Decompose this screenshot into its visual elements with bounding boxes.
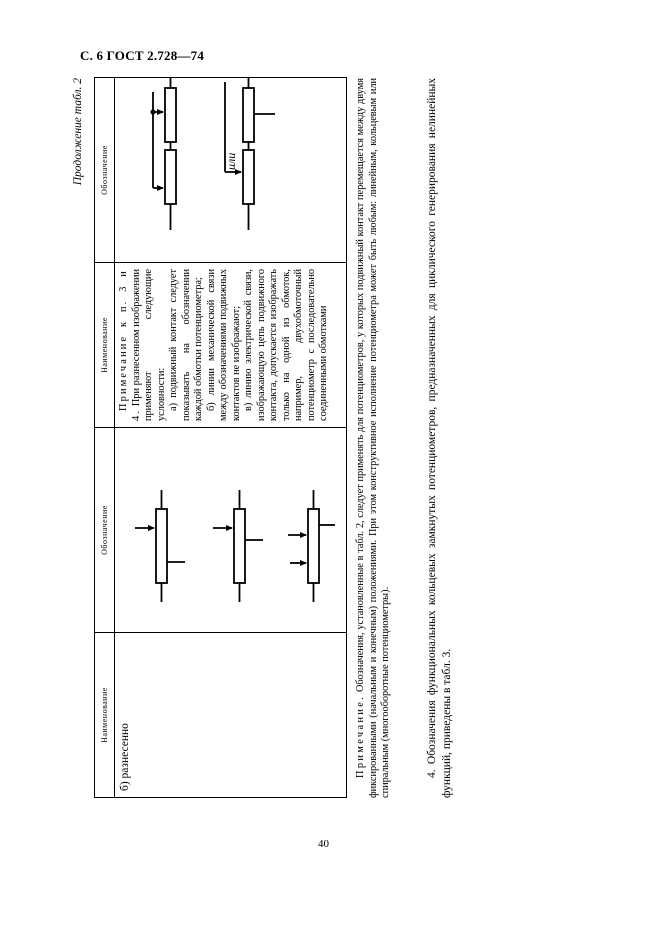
rotated-page-content bbox=[72, 78, 612, 798]
note-lead: Примечание. bbox=[355, 694, 366, 778]
two-winding-variant-1 bbox=[150, 78, 176, 230]
table-row bbox=[115, 78, 347, 798]
potentiometer-symbols-diagram bbox=[115, 427, 346, 632]
column-header-symbol-1: Обозначение bbox=[95, 428, 115, 633]
explanation-text bbox=[115, 263, 331, 427]
potentiometer-symbol-1 bbox=[135, 490, 185, 602]
symbols-table bbox=[94, 77, 347, 798]
or-label: или bbox=[224, 152, 238, 170]
row-name: б) разнесенно bbox=[119, 723, 131, 791]
column-header-name-1: Наименование bbox=[95, 633, 115, 798]
explanation-item-a: а) подвижный контакт следует показывать на обозначении каждой обмотки потенциометра; bbox=[168, 269, 204, 421]
symbols-cell-1 bbox=[115, 428, 347, 633]
two-winding-potentiometer-diagram bbox=[115, 77, 346, 262]
symbols-cell-2 bbox=[115, 78, 347, 263]
clause-text: 4. Обозначения функциональных кольцевых замкнутых потенциометров, предназначенных для циклического генерирования нелинейных функций, приведены в табл. 3. bbox=[426, 78, 453, 798]
column-header-name-2: Наименование bbox=[95, 263, 115, 428]
row-name-cell bbox=[115, 633, 347, 798]
table-continuation-caption: Продолжение табл. 2 bbox=[72, 78, 84, 186]
page-header: С. 6 ГОСТ 2.728—74 bbox=[80, 48, 205, 63]
potentiometer-symbol-3 bbox=[288, 490, 335, 602]
explanation-note-lead: Примечание к п. 3 и 4. bbox=[118, 269, 142, 421]
clause-paragraph bbox=[425, 78, 455, 798]
table-header-row bbox=[95, 78, 115, 798]
explanation-item-b: б) линии механической связи между обозначениями подвижных контактов не изображают; bbox=[205, 269, 242, 421]
column-header-symbol-2: Обозначение bbox=[95, 78, 115, 263]
explanation-item-v: в) линию электрической связи, изображающую цепь подвижного контакта, допускается изображать только на одной из обмоток, например, двухобмоточный потенциометр с последовательно соединенными обмотками bbox=[243, 269, 329, 421]
explanation-cell bbox=[115, 263, 347, 428]
explanation-note-lead-rest: При разнесенном изображении применяют следующие условности: bbox=[130, 269, 167, 421]
page-number: 40 bbox=[318, 838, 329, 850]
note-paragraph bbox=[355, 78, 393, 798]
potentiometer-symbol-2 bbox=[213, 490, 263, 602]
note-text: Обозначения, установленные в табл. 2, следует применять для потенциометров, у которых подвижный контакт перемещается между двумя фиксированными (начальным и конечным) положениями. При этом конструктивное исполнение потенциометра может быть любым: линейным, кольцевым или спиральным (многооборотные потенциометры). bbox=[355, 78, 391, 798]
